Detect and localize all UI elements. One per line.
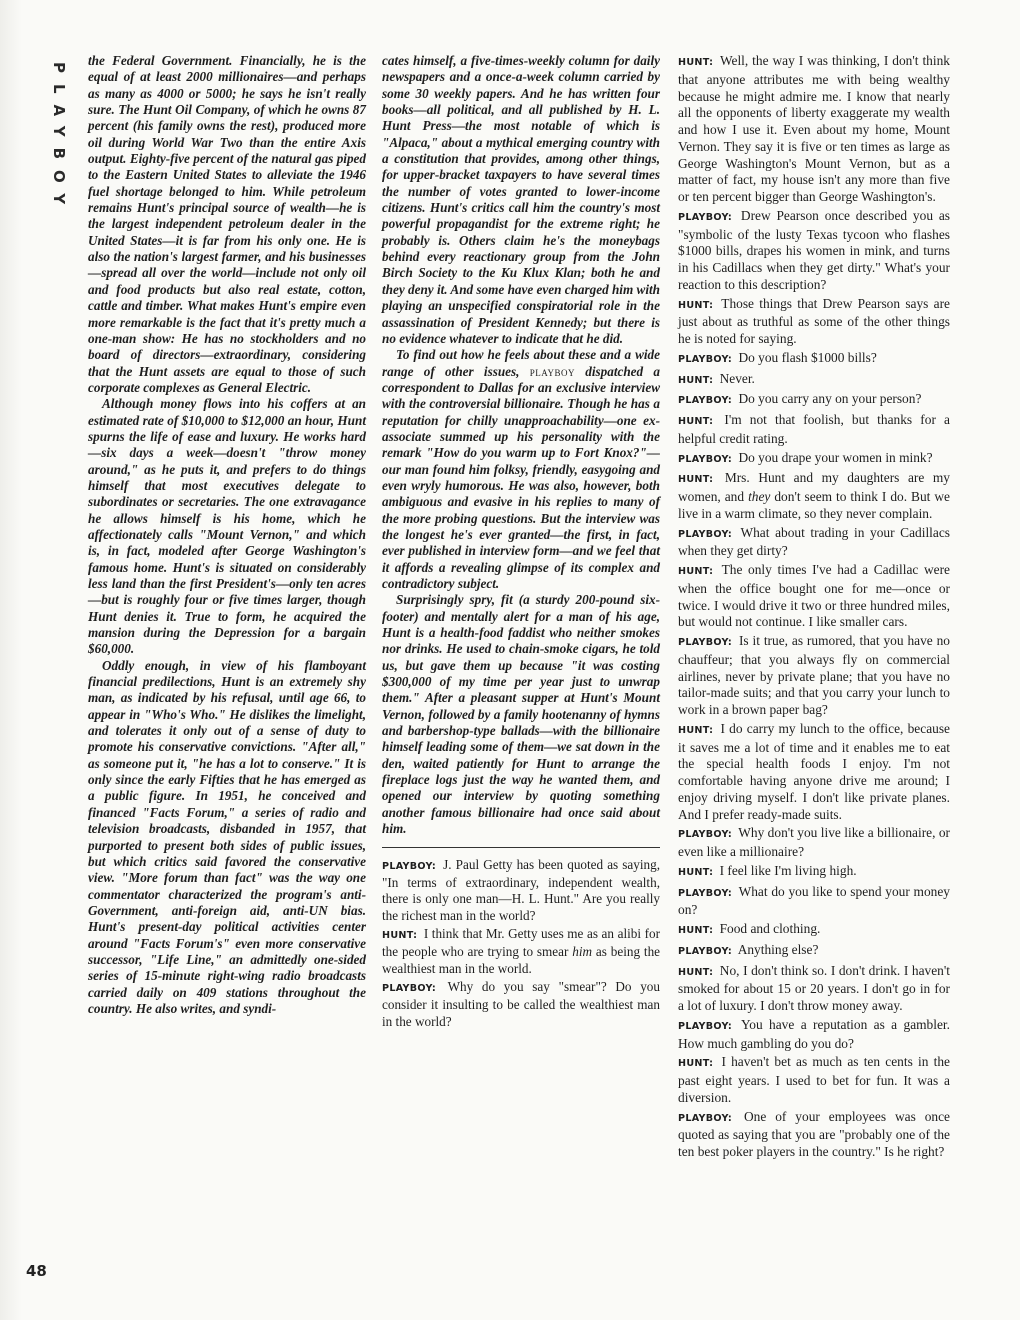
column-1 — [88, 53, 366, 1017]
question-text: Anything else? — [737, 941, 819, 957]
speaker-label: HUNT: — [678, 299, 714, 311]
answer-text: No, I don't think so. I don't drink. I haven't smoked for about 15 or 20 years. I don't go in for a lot of luxury. I don't throw money away. — [678, 962, 950, 1013]
answer — [678, 921, 950, 940]
question — [678, 450, 950, 469]
emphasis: him — [572, 944, 593, 960]
question — [678, 633, 950, 719]
answer — [382, 926, 660, 977]
answer — [678, 53, 950, 206]
section-divider — [382, 847, 660, 848]
answer-text: Food and clothing. — [719, 921, 821, 936]
question-text: Do you drape your women in mink? — [738, 449, 933, 465]
magazine-name: playboy — [529, 363, 575, 379]
page-number: 48 — [26, 1262, 47, 1280]
speaker-label: PLAYBOY: — [678, 945, 733, 957]
answer — [678, 963, 950, 1015]
question — [678, 884, 950, 920]
answer-text: I'm not that foolish, but thanks for a helpful credit rating. — [678, 412, 950, 446]
answer — [678, 721, 950, 824]
question-text: Do you carry any on your person? — [738, 391, 922, 407]
question-text: Do you flash $1000 bills? — [738, 349, 877, 365]
speaker-label: PLAYBOY: — [678, 1112, 733, 1124]
answer-text: I think that Mr. Getty uses me as an alibi for the people who are trying to smear — [382, 925, 660, 960]
speaker-label: PLAYBOY: — [678, 453, 733, 465]
speaker-label: PLAYBOY: — [678, 528, 733, 540]
answer-text: The only times I've had a Cadillac were when the office bought one for me—once or twice. I would drive it two or three hundred miles, but would not continue. I like smaller cars. — [678, 562, 951, 630]
answer — [678, 296, 950, 348]
speaker-label: HUNT: — [678, 416, 714, 427]
answer — [678, 562, 950, 631]
question — [382, 857, 660, 924]
question-text: What do you like to spend your money on? — [678, 883, 951, 918]
question — [382, 979, 660, 1030]
answer — [678, 412, 950, 448]
speaker-label: PLAYBOY: — [382, 982, 437, 994]
speaker-label: HUNT: — [678, 724, 714, 736]
intro-text: To find out how he feels about these and a wide range of other issues, — [382, 347, 660, 379]
question-text: Why do you say "smear"? Do you consider it insulting to be called the wealthiest man in the world? — [382, 978, 660, 1029]
answer — [678, 371, 950, 390]
answer-text: Never. — [719, 370, 755, 386]
column-3 — [678, 53, 950, 1163]
speaker-label: HUNT: — [678, 566, 714, 577]
speaker-label: HUNT: — [678, 1058, 714, 1070]
question-text: Is it true, as rumored, that you have no chauffeur; that you always fly on commercial airlines, never by private plane; that you have no tailor-made suits; and that you carry your lunch to work in a brown paper bag? — [678, 633, 950, 717]
intro-text: dispatched a correspondent to Dallas for an exclusive interview with the controversial billionaire. Though he has a reputation for chilly unapproachability—one ex-associate summed up his personality with the remark "How do you warm up to Fort Knox?"—our man found him folksy, friendly, easygoing and even wryly humorous. He was also, however, both ambiguous and evasive in his replies to many of the more probing questions. But the interview was the longest he's ever granted—the first, in fact, ever published in interview form—and we feel that it affords a revealing glimpse of its complex and contradictory subject. — [382, 363, 661, 591]
intro-paragraph: Oddly enough, in view of his flamboyant financial predilections, Hunt is an extremely shy man, as indicated by his refusal, until age 66, to appear in "Who's Who." He dislikes the limelight, and tolerates it only out of a sense of duty to promote his conservative convictions. "After all," as someone put it, "he has a lot to conserve." It is only since the early Fifties that he has emerged as a public figure. In 1951, he conceived and financed "Facts Forum," a series of radio and television broadcasts, disbanded in 1957, that purported to present both sides of public issues, but which critics said favored the conservative view. "More forum than fact" was the way one commentator characterized the program's anti-Government, anti-foreign aid, anti-UN bias. Hunt's present-day political activities center around "Facts Forum's" even more conservative successor, "Life Line," an admittedly one-sided series of 15-minute right-wing radio broadcasts carried daily on 409 stations throughout the country. He also writes, and syndi- — [88, 657, 366, 1016]
question — [678, 1109, 950, 1161]
answer — [678, 470, 950, 522]
intro-paragraph: Surprisingly spry, fit (a sturdy 200-pound six-footer) and mentally alert for a man of his age, Hunt is a health-food faddist who neither smokes nor drinks. He used to chain-smoke cigars, he told us, but gave them up because "it was costing $300,000 of my time per year just to unwrap them." After a pleasant supper at Hunt's Mount Vernon, followed by a family hootenanny of hymns and barbershop-type ballads—with the billionaire himself leading some of them—we sat down in the den, waited patiently for Hunt to arrange the fireplace logs just the way he wanted them, and opened our interview by quoting something another famous billionaire had once said about him. — [382, 592, 660, 837]
answer-text: I feel like I'm living high. — [719, 862, 857, 878]
speaker-label: HUNT: — [678, 57, 714, 68]
intro-paragraph — [382, 347, 660, 592]
speaker-label: PLAYBOY: — [382, 860, 437, 872]
masthead — [50, 62, 74, 216]
answer-text: as being the wealthiest man in the world. — [382, 944, 661, 976]
scan-edge — [0, 0, 22, 1320]
speaker-label: HUNT: — [678, 474, 714, 486]
speaker-label: HUNT: — [678, 866, 714, 878]
speaker-label: HUNT: — [678, 374, 714, 386]
question — [678, 1017, 950, 1053]
speaker-label: HUNT: — [382, 929, 418, 941]
speaker-label: PLAYBOY: — [678, 395, 733, 407]
emphasis: they — [748, 489, 771, 504]
intro-paragraph: the Federal Government. Financially, he is the equal of at least 2000 millionaires—and perhaps as many as 4000 or 5000; he says he isn't really sure. The Hunt Oil Company, of which he owns 87 percent (his family owns the rest), produced more oil during World War Two than the entire Axis output. Eighty-five percent of the natural gas piped to the Eastern United States to alleviate the 1946 fuel shortage belonged to him. While petroleum remains Hunt's principal source of wealth—he is the largest independent petroleum dealer in the United States—it is far from his only one. He is also the nation's largest farmer, and his businesses—spread all over the world—include not only oil and food products but also real estate, cotton, cattle and timber. What makes Hunt's empire even more remarkable is the fact that it's pretty much a one-man show: He has no stockholders and no board of directors—extraordinary, considering that the Hunt assets are equal to those of such corporate complexes as General Electric. — [88, 53, 366, 395]
speaker-label: PLAYBOY: — [678, 211, 733, 223]
speaker-label: PLAYBOY: — [678, 829, 733, 841]
answer — [678, 1054, 950, 1106]
answer-text: Well, the way I was thinking, I don't think that anyone attributes me with being wealthy because he might admire me. I know that nearly all the opponents of liberty exaggerate my wealth and how I use it. Even about my home, Mount Vernon. They say it is five or ten times as large as George Washington's Mount Vernon, but as a matter of fact, my house isn't any more than five or ten percent bigger than George Washington's. — [678, 53, 950, 204]
question — [678, 825, 950, 861]
answer-text: don't seem to think I do. But we live in a warm climate, so they never complain. — [678, 489, 950, 521]
intro-paragraph: cates himself, a five-times-weekly column for daily newspapers and a once-a-week column carried by some 30 weekly papers. And he has written four books—all political, and all published by H. L. Hunt Press—the most notable of which is "Alpaca," about a mythical emerging country with a constitution that provides, among other things, for upper-bracket taxpayers to have several times the number of votes granted to lower-income citizens. Hunt's critics call him the country's most powerful propagandist for the extreme right; he probably is. Others claim he's the moneybags behind every reactionary group from the John Birch Society to the Ku Klux Klan; both he and they deny it. And some have even charged him with playing an unspecified conspiratorial role in the assassination of President Kennedy; but there is no evidence whatever to indicate that he did. — [382, 53, 660, 346]
question-text: Why don't you live like a billionaire, or even like a millionaire? — [678, 825, 951, 859]
speaker-label: PLAYBOY: — [678, 353, 733, 365]
question-text: J. Paul Getty has been quoted as saying, "In terms of extraordinary, independent wealth, there is only one man—H. L. Hunt." Are you really the richest man in the world? — [382, 856, 660, 923]
speaker-label: PLAYBOY: — [678, 887, 733, 899]
question-text: Drew Pearson once described you as "symbolic of the lusty Texas tycoon who flashes $1000 bills, drapes his women in mink, and turns in his Cadillacs when they get dirty." What's your reaction to this description? — [678, 207, 950, 292]
question — [678, 942, 950, 961]
question-text: You have a reputation as a gambler. How much gambling do you do? — [678, 1016, 950, 1051]
answer-text: Mrs. Hunt and my daughters are my women, and — [678, 470, 950, 504]
speaker-label: HUNT: — [678, 925, 714, 936]
column-2 — [382, 53, 660, 1032]
intro-paragraph: Although money flows into his coffers at an estimated rate of $10,000 to $12,000 an hour, Hunt spurns the life of ease and luxury. He works hard—six days a week—doesn't "throw money around," as he puts it, and prefers to do things himself that most executives delegate to subordinates or secretaries. The one extravagance he allows himself is his home, which he affectionately calls "Mount Vernon," and which is, in fact, modeled after George Washington's famous home. Hunt's is situated on considerably less land than the first President's—only ten acres—but is roughly four or five times larger, though Hunt denies it. True to form, he acquired the mansion during the Depression for a bargain $60,000. — [88, 396, 366, 657]
question-text: One of your employees was once quoted as saying that you are "probably one of the ten best poker players in the country." Is he right? — [678, 1108, 950, 1159]
answer — [678, 863, 950, 882]
speaker-label: PLAYBOY: — [678, 637, 733, 648]
answer-text: Those things that Drew Pearson says are just about as truthful as some of the other things he is noted for saying. — [678, 295, 950, 346]
answer-text: I do carry my lunch to the office, because it saves me a lot of time and it enables me to eat the special health foods I enjoy. I'm not comfortable having anyone drive me around; I enjoy driving myself. I don't like private planes. And I prefer ready-made suits. — [678, 720, 950, 822]
answer-text: I haven't bet as much as ten cents in the past eight years. I used to bet for fun. It was a diversion. — [678, 1054, 950, 1105]
speaker-label: HUNT: — [678, 966, 714, 978]
masthead-text: PLAYBOY — [50, 62, 68, 216]
question — [678, 208, 950, 294]
question — [678, 525, 950, 561]
question — [678, 391, 950, 410]
question-text: What about trading in your Cadillacs when they get dirty? — [678, 524, 950, 559]
speaker-label: PLAYBOY: — [678, 1020, 733, 1032]
question — [678, 350, 950, 369]
